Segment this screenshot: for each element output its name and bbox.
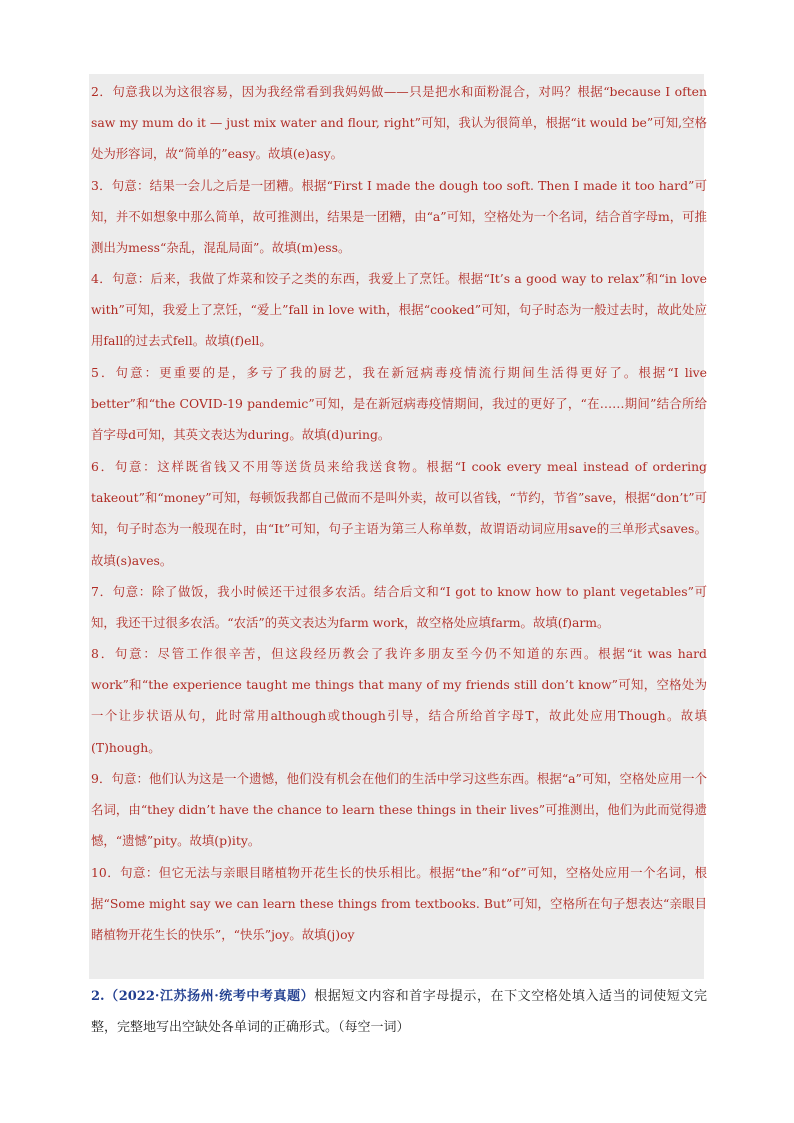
explanation-item-5: 5．句意：更重要的是，多亏了我的厨艺，我在新冠病毒疫情流行期间生活得更好了。根据“I live better”和“the COVID-19 pandemic”可知，是在新冠病毒疫情期间，我过的更好了，“在……期间”结合所给首字母d可知，其英文表达为during。故填(d)uring。 [91, 365, 707, 443]
explanation-item-8: 8．句意：尽管工作很辛苦，但这段经历教会了我许多朋友至今仍不知道的东西。根据“it was hard work”和“the experience taught me things that many of my friends still don’t know”可知，空格处为一个让步状语从句，此时常用although或though引导，结合所给首字母T，故此处应用Though。故填(T)hough。 [91, 646, 707, 755]
explanation-item-10: 10．句意：但它无法与亲眼目睹植物开花生长的快乐相比。根据“the”和“of”可知，空格处应用一个名词，根据“Some might say we can learn these things from textbooks. But”可知，空格所在句子想表达“亲眼目睹植物开花生长的快乐”，“快乐”joy。故填(j)oy [91, 865, 707, 943]
question-2 [91, 981, 707, 1043]
explanation-item-7: 7．句意：除了做饭，我小时候还干过很多农活。结合后文和“I got to know how to plant vegetables”可知，我还干过很多农活。“农活”的英文表达为farm work，故空格处应填farm。故填(f)arm。 [91, 584, 707, 631]
question-number: 2. [91, 989, 105, 1004]
question-source: （2022·江苏扬州·统考中考真题） [104, 989, 315, 1004]
explanation-item-9: 9．句意：他们认为这是一个遗憾，他们没有机会在他们的生活中学习这些东西。根据“a”可知，空格处应用一个名词，由“they didn’t have the chance to learn these things in their lives”可推测出，他们为此而觉得遗憾，“遗憾”pity。故填(p)ity。 [91, 771, 707, 849]
explanation-item-6: 6．句意：这样既省钱又不用等送货员来给我送食物。根据“I cook every meal instead of ordering takeout”和“money”可知，每顿饭我都自己做而不是叫外卖，故可以省钱，“节约，节省”save，根据“don’t”可知，句子时态为一般现在时，由“It”可知，句子主语为第三人称单数，故谓语动词应用save的三单形式saves。故填(s)aves。 [91, 459, 707, 568]
explanation-item-4: 4．句意：后来，我做了炸菜和饺子之类的东西，我爱上了烹饪。根据“It’s a good way to relax”和“in love with”可知，我爱上了烹饪，“爱上”fall in love with，根据“cooked”可知，句子时态为一般过去时，故此处应用fall的过去式fell。故填(f)ell。 [91, 271, 707, 349]
explanation-item-2: 2．句意我以为这很容易，因为我经常看到我妈妈做——只是把水和面粉混合，对吗？根据“because I often saw my mum do it — just mix water and flour, right”可知，我认为很简单，根据“it would be”可知,空格处为形容词，故“简单的”easy。故填(e)asy。 [91, 84, 707, 162]
question-instructions: 根据短文内容和首字母提示，在下文空格处填入适当的词使短文完整，完整地写出空缺处各单词的正确形式。（每空一词） [91, 989, 707, 1035]
explanation-item-3: 3．句意：结果一会儿之后是一团糟。根据“First I made the dough too soft. Then I made it too hard”可知，并不如想象中那么简单，故可推测出，结果是一团糟，由“a”可知，空格处为一个名词，结合首字母m，可推测出为mess“杂乱，混乱局面”。故填(m)ess。 [91, 178, 707, 256]
